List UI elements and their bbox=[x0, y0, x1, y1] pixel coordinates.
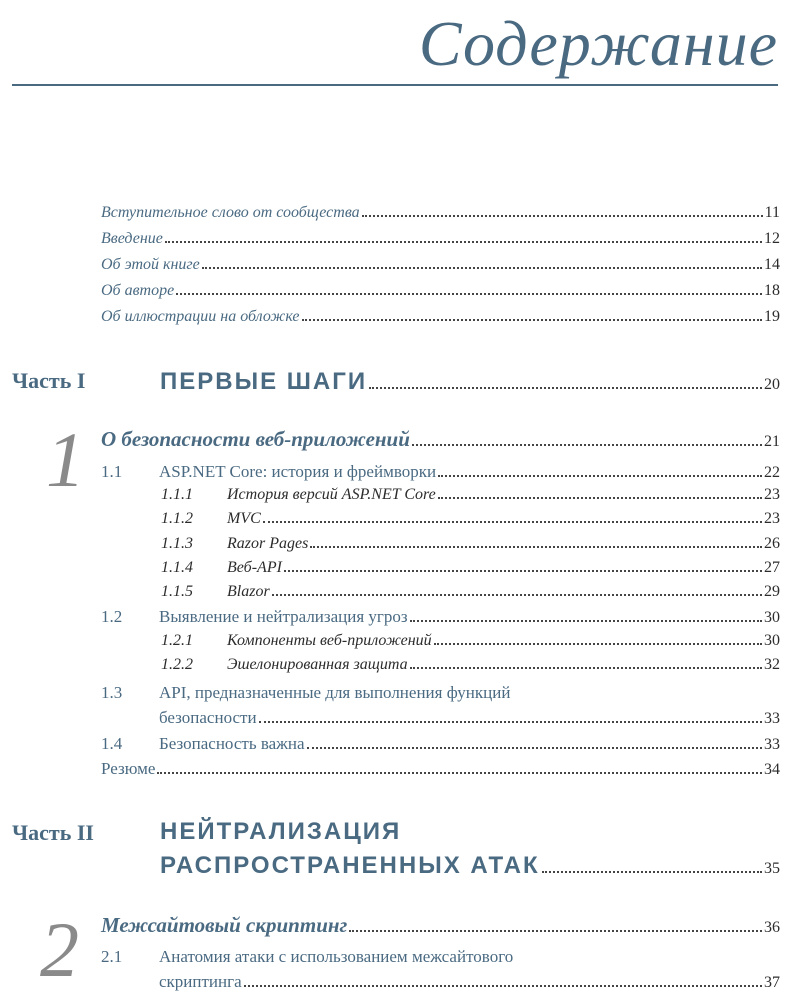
toc-entry-label: Об этой книге bbox=[101, 256, 200, 273]
dot-leader bbox=[165, 241, 762, 243]
chapter-title: О безопасности веб-приложений bbox=[101, 427, 410, 451]
toc-subsection-1-1-5[interactable] bbox=[161, 583, 780, 601]
dot-leader bbox=[369, 387, 762, 389]
page-title: Содержание bbox=[418, 8, 778, 79]
dot-leader bbox=[310, 546, 762, 548]
subsection-number: 1.1.3 bbox=[161, 535, 193, 552]
toc-page-number: 29 bbox=[764, 583, 780, 600]
section-title: Резюме bbox=[101, 759, 156, 778]
section-number: 1.4 bbox=[101, 734, 123, 753]
toc-page-number: 21 bbox=[764, 433, 780, 450]
toc-page-number: 27 bbox=[764, 559, 780, 576]
subsection-title: Razor Pages bbox=[227, 535, 309, 552]
toc-page-number: 32 bbox=[764, 656, 780, 673]
dot-leader bbox=[410, 667, 762, 669]
toc-entry-cover-illustration[interactable] bbox=[101, 308, 780, 326]
toc-page-number: 11 bbox=[764, 204, 780, 221]
toc-subsection-1-1-2[interactable] bbox=[161, 510, 780, 528]
toc-page-number: 20 bbox=[764, 376, 780, 393]
toc-page-number: 23 bbox=[764, 486, 780, 503]
dot-leader bbox=[438, 475, 762, 477]
dot-leader bbox=[542, 871, 762, 873]
dot-leader bbox=[412, 444, 762, 446]
toc-section-1-1[interactable] bbox=[101, 462, 780, 482]
subsection-number: 1.2.2 bbox=[161, 656, 193, 673]
dot-leader bbox=[434, 643, 762, 645]
toc-subsection-1-1-3[interactable] bbox=[161, 535, 780, 553]
section-title: Выявление и нейтрализация угроз bbox=[159, 607, 408, 626]
dot-leader bbox=[244, 985, 762, 987]
chapter-number: 2 bbox=[40, 906, 79, 993]
toc-subsection-1-2-2[interactable] bbox=[161, 656, 780, 674]
toc-section-1-2[interactable] bbox=[101, 607, 780, 627]
subsection-title: Эшелонированная защита bbox=[227, 656, 408, 673]
subsection-number: 1.1.5 bbox=[161, 583, 193, 600]
part-title-line2: РАСПРОСТРАНЕННЫХ АТАК bbox=[160, 852, 540, 879]
toc-entry-introduction[interactable] bbox=[101, 230, 780, 248]
subsection-number: 1.1.1 bbox=[161, 486, 193, 503]
chapter-title: Межсайтовый скриптинг bbox=[101, 913, 348, 937]
subsection-number: 1.1.2 bbox=[161, 510, 193, 527]
toc-entry-label: Вступительное слово от сообщества bbox=[101, 204, 360, 221]
toc-entry-foreword[interactable] bbox=[101, 204, 780, 222]
dot-leader bbox=[410, 620, 762, 622]
toc-section-2-1-line1[interactable] bbox=[101, 947, 780, 967]
dot-leader bbox=[263, 521, 762, 523]
toc-page-number: 35 bbox=[764, 860, 780, 877]
toc-entry-label: Об иллюстрации на обложке bbox=[101, 308, 300, 325]
toc-page-number: 22 bbox=[764, 464, 780, 481]
toc-page-number: 14 bbox=[764, 256, 780, 273]
subsection-number: 1.2.1 bbox=[161, 632, 193, 649]
dot-leader bbox=[259, 721, 762, 723]
toc-summary[interactable] bbox=[101, 759, 780, 779]
section-title: ASP.NET Core: история и фреймворки bbox=[159, 462, 437, 481]
dot-leader bbox=[272, 594, 762, 596]
toc-page-number: 18 bbox=[764, 282, 780, 299]
toc-page-number: 12 bbox=[764, 230, 780, 247]
chapter-number: 1 bbox=[46, 416, 85, 503]
dot-leader bbox=[349, 930, 762, 932]
toc-page-number: 33 bbox=[764, 736, 780, 753]
section-title-continued: скриптинга bbox=[159, 972, 242, 991]
toc-page-number: 23 bbox=[764, 510, 780, 527]
section-number: 1.1 bbox=[101, 462, 123, 481]
section-title: API, предназначенные для выполнения функций bbox=[159, 683, 511, 702]
dot-leader bbox=[202, 267, 762, 269]
toc-part-1[interactable] bbox=[12, 368, 780, 398]
toc-subsection-1-1-1[interactable] bbox=[161, 486, 780, 504]
toc-page-number: 26 bbox=[764, 535, 780, 552]
toc-entry-about-author[interactable] bbox=[101, 282, 780, 300]
toc-section-2-1-line2[interactable] bbox=[159, 972, 780, 992]
dot-leader bbox=[302, 319, 763, 321]
toc-section-1-4[interactable] bbox=[101, 734, 780, 754]
dot-leader bbox=[157, 772, 762, 774]
toc-section-1-3-line1[interactable] bbox=[101, 683, 780, 703]
dot-leader bbox=[362, 215, 763, 217]
toc-entry-label: Введение bbox=[101, 230, 163, 247]
toc-page-number: 37 bbox=[764, 974, 780, 991]
toc-entry-label: Об авторе bbox=[101, 282, 175, 299]
toc-section-1-3-line2[interactable] bbox=[159, 708, 780, 728]
dot-leader bbox=[438, 497, 762, 499]
section-title-continued: безопасности bbox=[159, 708, 257, 727]
toc-page-number: 19 bbox=[764, 308, 780, 325]
toc-entry-about-book[interactable] bbox=[101, 256, 780, 274]
section-number: 2.1 bbox=[101, 947, 123, 966]
part-number: Часть I bbox=[12, 368, 86, 393]
section-number: 1.2 bbox=[101, 607, 123, 626]
subsection-number: 1.1.4 bbox=[161, 559, 193, 576]
dot-leader bbox=[284, 570, 762, 572]
toc-page-number: 30 bbox=[764, 632, 780, 649]
subsection-title: Blazor bbox=[227, 583, 270, 600]
dot-leader bbox=[176, 293, 762, 295]
subsection-title: История версий ASP.NET Core bbox=[227, 486, 436, 503]
subsection-title: Компоненты веб-приложений bbox=[227, 632, 432, 649]
part-number: Часть II bbox=[12, 820, 94, 845]
part-title: ПЕРВЫЕ ШАГИ bbox=[160, 368, 368, 395]
section-title: Анатомия атаки с использованием межсайтового bbox=[159, 947, 514, 966]
title-rule bbox=[12, 84, 778, 86]
section-number: 1.3 bbox=[101, 683, 123, 702]
section-title: Безопасность важна bbox=[159, 734, 305, 753]
toc-subsection-1-2-1[interactable] bbox=[161, 632, 780, 650]
toc-chapter-2[interactable] bbox=[101, 913, 780, 938]
toc-chapter-1[interactable] bbox=[101, 427, 780, 452]
toc-page-number: 34 bbox=[764, 761, 780, 778]
toc-part-2[interactable] bbox=[12, 820, 780, 890]
subsection-title: Веб-API bbox=[227, 559, 282, 576]
subsection-title: MVC bbox=[227, 510, 261, 527]
toc-page-number: 36 bbox=[764, 919, 780, 936]
part-title-line1: НЕЙТРАЛИЗАЦИЯ bbox=[160, 818, 402, 845]
dot-leader bbox=[307, 747, 762, 749]
toc-page-number: 30 bbox=[764, 609, 780, 626]
toc-subsection-1-1-4[interactable] bbox=[161, 559, 780, 577]
toc-page-number: 33 bbox=[764, 710, 780, 727]
